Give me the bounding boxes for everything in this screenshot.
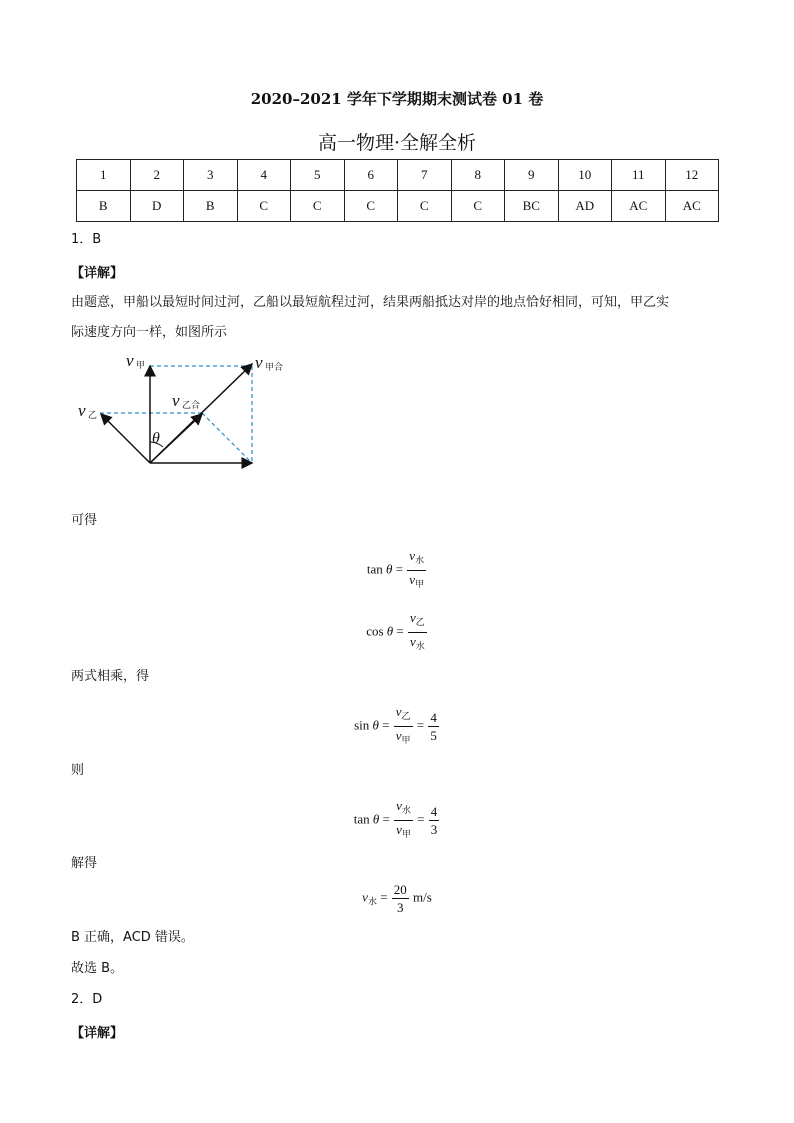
eq-fraction [408,609,427,656]
question-number-cell: 5 [291,160,345,191]
answer-cell: AD [558,191,612,222]
text-multiply: 两式相乘，得 [71,669,150,684]
var-v: v [395,704,402,719]
q1-detail-heading: 【详解】 [71,266,124,281]
var-v: v [410,634,416,649]
v-jiahe-label: v [255,353,263,372]
var-sub: 乙 [401,712,411,722]
eq-equals: = [382,811,390,827]
answer-cell: AC [665,191,719,222]
var-v: v [362,889,368,905]
fraction-numerator [407,547,426,571]
q2-label: 2．D [71,992,103,1007]
answer-cell: BC [505,191,559,222]
theta-label: θ [152,430,160,447]
eq-fn: cos [366,623,384,639]
answer-cell: C [291,191,345,222]
answer-table [76,159,719,222]
equation-tan-1 [0,547,794,594]
page-subtitle: 高一物理·全解全析 [317,132,477,154]
question-number-cell: 11 [612,160,666,191]
eq-theta: θ [386,623,394,639]
eq-fraction-number [428,709,439,744]
fraction-numerator: 4 [430,710,437,725]
eq-fn: sin [354,717,370,733]
var-sub: 水 [401,806,411,816]
eq-fraction [394,703,413,750]
question-number-cell: 4 [237,160,291,191]
eq-fraction [407,547,426,594]
question-number-cell: 8 [451,160,505,191]
var-sub: 水 [415,556,425,566]
answer-table-number-row [77,160,719,191]
var-v: v [409,572,416,587]
dashed-diagonal-line [202,413,252,463]
v-yihe-sub: 乙合 [182,401,201,411]
fraction-numerator [394,797,413,821]
conclusion-text: B 正确，ACD 错误。 [71,930,194,945]
eq-theta: θ [386,561,393,577]
answer-cell: D [130,191,184,222]
question-number-cell: 2 [130,160,184,191]
question-number-cell: 1 [77,160,131,191]
page-title: 2020–2021 学年下学期期末测试卷 01 卷 [250,90,544,108]
fraction-denominator [407,571,426,594]
eq-fn: tan [366,561,383,577]
fraction-numerator: 4 [430,804,438,819]
answer-cell: B [77,191,131,222]
v-jia-label: v [126,351,134,370]
question-number-cell: 6 [344,160,398,191]
v-jia-sub: 甲 [136,361,146,371]
eq-equals: = [416,717,425,733]
v-yi-arrow [101,414,150,463]
var-v: v [410,610,416,625]
equation-cos [0,609,794,656]
eq-equals: = [417,811,425,827]
question-number-cell: 9 [505,160,559,191]
answer-cell: AC [612,191,666,222]
eq-fraction-number [429,803,440,838]
eq-fraction [394,797,413,844]
eq-equals: = [380,889,388,905]
answer-cell: B [184,191,238,222]
var-v: v [396,822,402,837]
fraction-denominator: 3 [397,900,404,915]
question-number-cell: 3 [184,160,238,191]
q1-paragraph-line: 际速度方向一样，如图所示 [71,325,228,340]
fraction-denominator: 3 [430,822,438,837]
question-number-cell: 12 [665,160,719,191]
var-sub: 甲 [401,830,411,840]
text-then: 则 [71,763,85,778]
fraction-numerator [408,609,427,633]
var-v: v [396,798,402,813]
question-number-cell: 7 [398,160,452,191]
eq-equals: = [396,623,404,639]
equation-result [0,881,794,916]
fraction-denominator: 5 [430,728,437,743]
v-jiahe-sub: 甲合 [265,363,284,373]
unit: m/s [413,889,432,905]
var-sub: 甲 [415,580,425,590]
eq-equals: = [395,561,404,577]
eq-fraction-number [392,881,409,916]
eq-equals: = [382,717,390,733]
fraction-denominator [394,727,413,750]
text-solve: 解得 [71,856,98,871]
var-v: v [409,548,416,563]
answer-cell: C [398,191,452,222]
text-kede: 可得 [71,513,98,528]
fraction-numerator [394,703,413,727]
v-yihe-label: v [172,391,180,410]
answer-table-answer-row [77,191,719,222]
var-sub: 甲 [401,736,411,746]
equation-sin [0,703,794,750]
question-number-cell: 10 [558,160,612,191]
fraction-denominator [394,821,413,844]
q2-detail-heading: 【详解】 [71,1026,124,1041]
v-yi-sub: 乙 [88,411,98,421]
var-sub: 水 [367,897,377,908]
choose-text: 故选 B。 [71,961,124,976]
var-sub: 乙 [415,618,425,628]
eq-fn: tan [353,811,370,827]
q1-label: 1．B [71,232,102,247]
var-sub: 水 [415,642,425,652]
answer-cell: C [451,191,505,222]
fraction-denominator [408,633,427,656]
var-v: v [395,728,402,743]
equation-tan-2 [0,797,794,844]
v-yi-label: v [78,401,86,420]
fraction-numerator: 20 [393,882,407,897]
q1-paragraph-line: 由题意，甲船以最短时间过河，乙船以最短航程过河，结果两船抵达对岸的地点恰好相同，可知，甲乙实 [71,295,670,310]
velocity-diagram [70,346,310,476]
eq-theta: θ [372,717,379,733]
answer-cell: C [237,191,291,222]
eq-theta: θ [372,811,380,827]
answer-cell: C [344,191,398,222]
